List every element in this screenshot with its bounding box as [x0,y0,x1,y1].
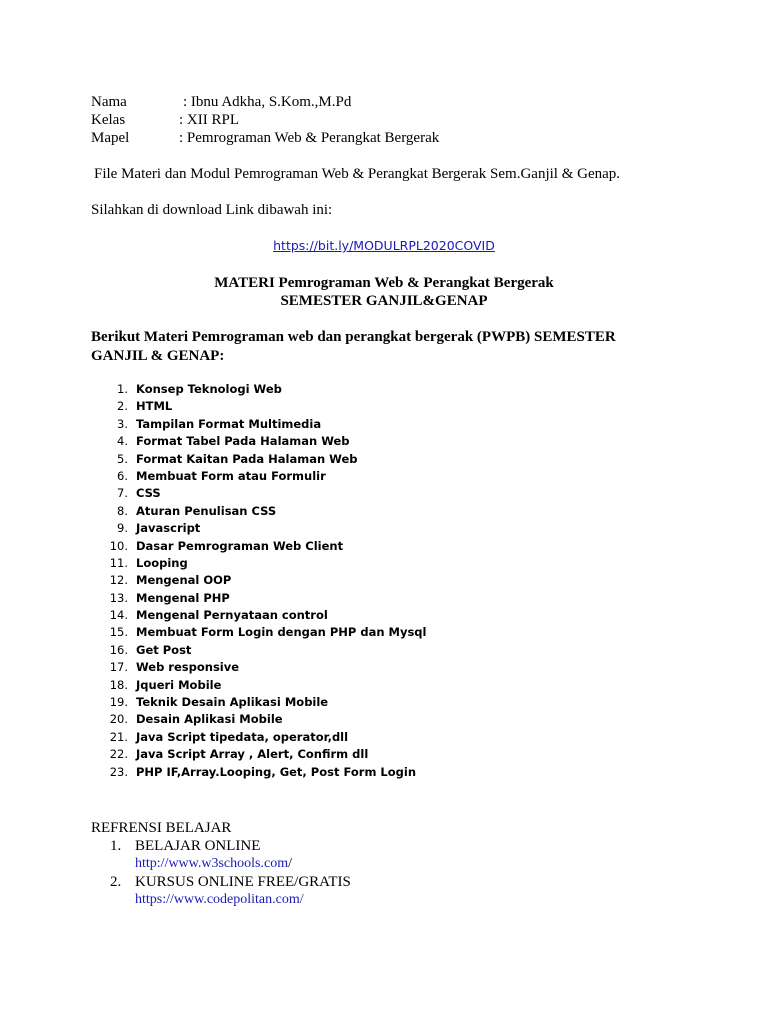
topic-number: 5. [117,451,128,466]
topic-number: 2. [117,399,128,414]
reference-item [110,837,351,855]
kelas-value: : XII RPL [179,112,239,128]
reference-number: 2. [110,874,122,890]
reference-number: 1. [110,838,122,854]
intro-text: File Materi dan Modul Pemrograman Web & Perangkat Bergerak Sem.Ganjil & Genap. [94,166,621,182]
topic-number: 1. [117,382,128,396]
topic-item [96,659,426,676]
reference-link-url[interactable]: http://www.w3schools.com [135,856,289,871]
semester-heading: SEMESTER GANJIL&GENAP [280,293,488,309]
topic-item [96,764,426,781]
meta-row-mapel [91,129,439,147]
topic-item [96,729,426,746]
topic-label: Mengenal PHP [136,590,230,605]
topic-number: 11. [109,555,128,570]
topic-number: 7. [117,486,128,501]
topic-number: 22. [109,747,128,762]
download-instruction: Silahkan di download Link dibawah ini: [91,202,333,218]
topic-label: PHP IF,Array.Looping, Get, Post Form Login [136,764,417,779]
topic-number: 17. [109,660,128,675]
topic-number: 21. [109,729,128,744]
topic-item [96,677,426,694]
topic-number: 23. [109,764,128,779]
topic-item [96,398,426,415]
materi-subheading: Berikut Materi Pemrograman web dan perangkat bergerak (PWPB) SEMESTER GANJIL & GENAP: [91,329,616,364]
topic-number: 10. [109,538,128,553]
topic-item [96,538,426,555]
topic-label: Java Script Array , Alert, Confirm dll [136,747,369,762]
topic-label: CSS [136,486,161,501]
topic-item [96,555,426,572]
topic-number: 12. [109,573,128,588]
topic-label: Desain Aplikasi Mobile [136,712,283,727]
topic-label: Mengenal Pernyataan control [136,608,328,623]
reference-link[interactable] [135,891,351,909]
topic-number: 6. [117,468,128,483]
mapel-label: Mapel [91,130,130,146]
meta-row-nama [91,93,439,111]
reference-link[interactable] [135,855,351,873]
topic-item [96,468,426,485]
topic-label: Konsep Teknologi Web [136,382,282,396]
reference-label: BELAJAR ONLINE [135,838,261,854]
references-list [110,837,351,909]
meta-block [91,93,439,147]
mapel-value: : Pemrograman Web & Perangkat Bergerak [179,130,440,146]
topic-label: Javascript [136,521,201,536]
topic-number: 14. [109,608,128,623]
topic-number: 9. [117,521,128,536]
nama-value: : Ibnu Adkha, S.Kom.,M.Pd [183,94,352,110]
topic-item [96,520,426,537]
topic-item [96,433,426,450]
topic-label: Tampilan Format Multimedia [136,416,322,431]
topic-label: Java Script tipedata, operator,dll [136,729,349,744]
topic-label: Format Tabel Pada Halaman Web [136,434,350,449]
topic-label: Get Post [136,642,192,657]
topic-item [96,381,426,398]
topic-label: Aturan Penulisan CSS [136,503,277,518]
references-title: REFRENSI BELAJAR [91,820,232,836]
topic-label: Jqueri Mobile [136,677,222,692]
topic-list [96,381,426,781]
topic-label: Teknik Desain Aplikasi Mobile [136,695,329,710]
materi-heading: MATERI Pemrograman Web & Perangkat Bergerak [214,275,554,291]
modul-download-link[interactable]: https://bit.ly/MODULRPL2020COVID [273,238,495,253]
topic-label: Membuat Form atau Formulir [136,468,326,483]
reference-label: KURSUS ONLINE FREE/GRATIS [135,874,351,890]
topic-number: 20. [109,712,128,727]
nama-label: Nama [91,94,127,110]
topic-label: Dasar Pemrograman Web Client [136,538,344,553]
topic-item [96,694,426,711]
topic-label: Web responsive [136,660,240,675]
topic-item [96,503,426,520]
topic-item [96,590,426,607]
topic-item [96,607,426,624]
topic-item [96,711,426,728]
topic-item [96,746,426,763]
topic-label: HTML [136,399,173,414]
topic-number: 4. [117,434,128,449]
topic-item [96,451,426,468]
reference-link-suffix: / [288,856,292,871]
topic-item [96,642,426,659]
topic-number: 16. [109,642,128,657]
topic-label: Format Kaitan Pada Halaman Web [136,451,358,466]
topic-number: 15. [109,625,128,640]
topic-label: Looping [136,555,188,570]
meta-row-kelas [91,111,439,129]
topic-item [96,624,426,641]
topic-number: 3. [117,416,128,431]
topic-number: 19. [109,695,128,710]
topic-label: Membuat Form Login dengan PHP dan Mysql [136,625,427,640]
topic-label: Mengenal OOP [136,573,232,588]
topic-number: 18. [109,677,128,692]
topic-item [96,485,426,502]
kelas-label: Kelas [91,112,126,128]
reference-item [110,873,351,891]
topic-number: 13. [109,590,128,605]
topic-item [96,572,426,589]
topic-number: 8. [117,503,128,518]
topic-item [96,416,426,433]
reference-link-url[interactable]: https://www.codepolitan.com/ [135,892,304,907]
